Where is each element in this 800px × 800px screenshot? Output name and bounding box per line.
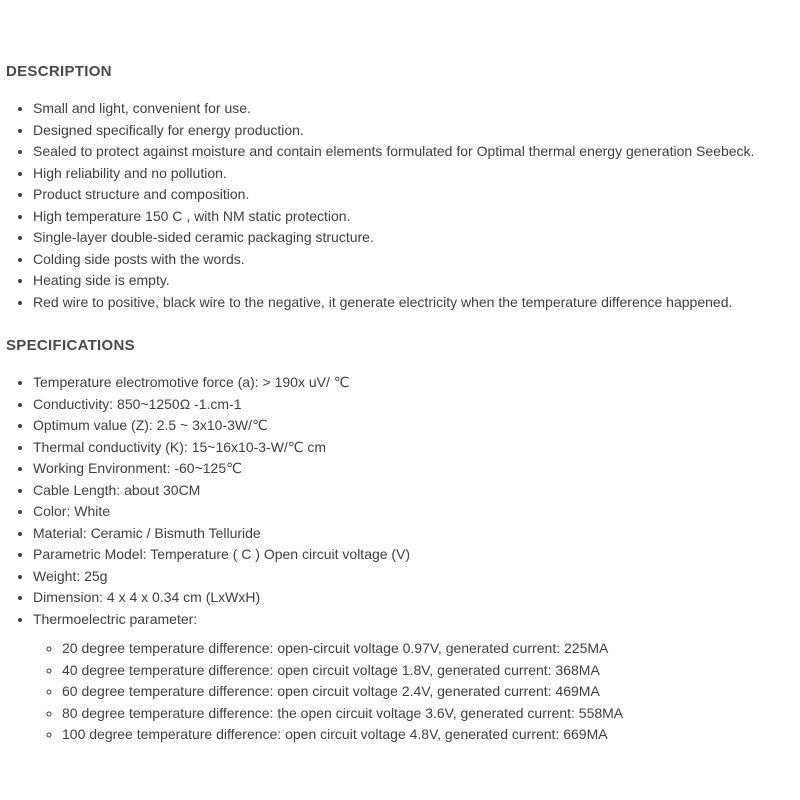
description-list [6, 98, 782, 313]
list-item: • Colding side posts with the words. [33, 249, 782, 271]
thermoelectric-parameter-label: Thermoelectric parameter: [33, 610, 198, 627]
list-item: • Optimum value (Z): 2.5 ~ 3x10-3W/℃ [33, 415, 782, 437]
list-item: • Material: Ceramic / Bismuth Telluride [33, 523, 782, 545]
list-item-thermoelectric-parameter [33, 609, 782, 746]
list-item: ◦ 20 degree temperature difference: open-circuit voltage 0.97V, generated current: 225MA [62, 638, 782, 660]
list-item: • Weight: 25g [33, 566, 782, 588]
description-heading: DESCRIPTION [6, 63, 112, 80]
list-item: • High reliability and no pollution. [33, 163, 782, 185]
thermoelectric-parameter-list [33, 638, 782, 746]
list-item: • Single-layer double-sided ceramic packaging structure. [33, 227, 782, 249]
list-item: ◦ 60 degree temperature difference: open circuit voltage 2.4V, generated current: 469MA [62, 681, 782, 703]
list-item: • Dimension: 4 x 4 x 0.34 cm (LxWxH) [33, 587, 782, 609]
list-item: ◦ 100 degree temperature difference: open circuit voltage 4.8V, generated current: 669MA [62, 724, 782, 746]
list-item: • Heating side is empty. [33, 270, 782, 292]
list-item: • Cable Length: about 30CM [33, 480, 782, 502]
specifications-heading: SPECIFICATIONS [6, 337, 135, 354]
list-item: • Product structure and composition. [33, 184, 782, 206]
specifications-list [6, 372, 782, 746]
list-item: • Red wire to positive, black wire to the negative, it generate electricity when the temperature difference happened. [33, 292, 782, 314]
list-item: • Small and light, convenient for use. [33, 98, 782, 120]
list-item: • Color: White [33, 501, 782, 523]
list-item: • Conductivity: 850~1250Ω -1.cm-1 [33, 394, 782, 416]
list-item: ◦ 40 degree temperature difference: open circuit voltage 1.8V, generated current: 368MA [62, 660, 782, 682]
list-item: • Parametric Model: Temperature ( C ) Open circuit voltage (V) [33, 544, 782, 566]
list-item: • Working Environment: -60~125℃ [33, 458, 782, 480]
list-item: • Temperature electromotive force (a): > 190x uV/ ℃ [33, 372, 782, 394]
list-item: • Designed specifically for energy production. [33, 120, 782, 142]
list-item: • Sealed to protect against moisture and contain elements formulated for Optimal thermal energy generation Seebeck. [33, 141, 782, 163]
list-item: • High temperature 150 C , with NM static protection. [33, 206, 782, 228]
list-item: ◦ 80 degree temperature difference: the open circuit voltage 3.6V, generated current: 558MA [62, 703, 782, 725]
list-item: • Thermal conductivity (K): 15~16x10-3-W/℃ cm [33, 437, 782, 459]
